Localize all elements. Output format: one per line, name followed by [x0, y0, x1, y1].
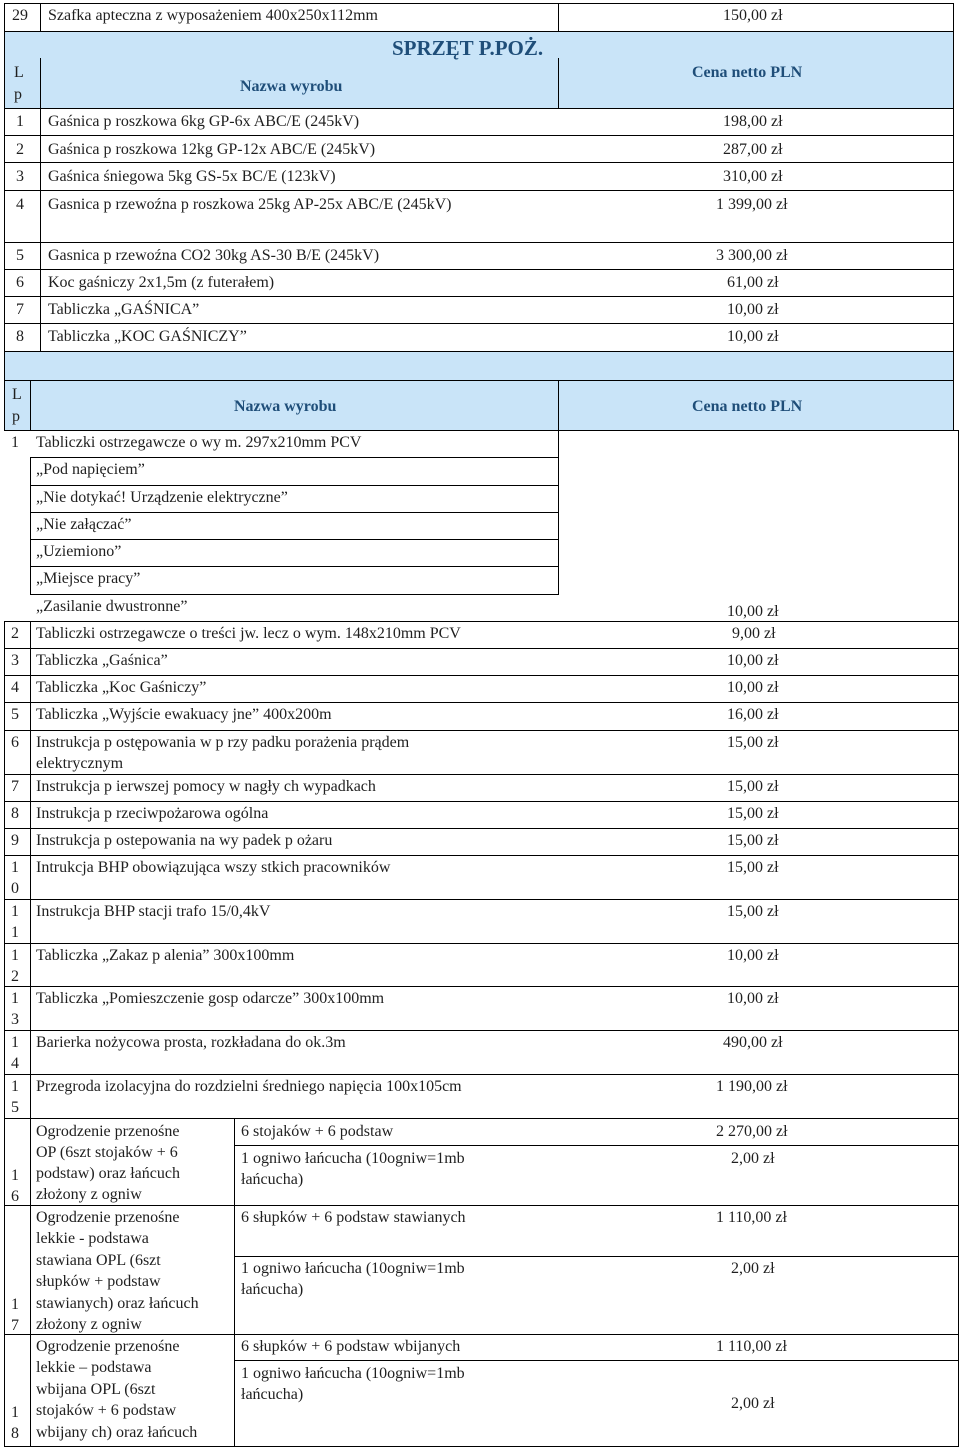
s1-name: Gasnica p rzewoźna CO2 30kg AS-30 B/E (245kV)	[48, 247, 380, 264]
fence-name-line: stawianych) oraz łańcuch	[36, 1295, 199, 1312]
s2-price: 490,00 zł	[723, 1034, 783, 1051]
s2-name: Tabliczka „Gaśnica”	[36, 652, 168, 669]
s2-name: Tabliczka „Koc Gaśniczy”	[36, 679, 207, 696]
section2-header-name: Nazwa wyrobu	[234, 398, 337, 415]
fence-lp: 1	[11, 1167, 19, 1184]
s1-lp: 5	[16, 247, 24, 264]
s1-price: 10,00 zł	[727, 301, 779, 318]
s1-price: 287,00 zł	[723, 141, 783, 158]
s2-lp-cont: 0	[11, 880, 19, 897]
s2-name: Instrukcja p ierwszej pomocy w nagły ch wypadkach	[36, 778, 376, 795]
section1-title: SPRZĘT P.POŻ.	[392, 36, 544, 60]
fence-option-desc: 6 słupków + 6 podstaw stawianych	[241, 1209, 466, 1226]
fence-name-line: OP (6szt stojaków + 6	[36, 1144, 178, 1161]
s2-name: Instrukcja p ostepowania na wy padek p ożaru	[36, 832, 333, 849]
s1-lp: 6	[16, 274, 24, 291]
s2-lp: 1	[11, 859, 19, 876]
fence-option-price: 2,00 zł	[731, 1260, 775, 1277]
s1-price: 3 300,00 zł	[716, 247, 788, 264]
fence-name-line: wbijana OPL (6szt	[36, 1381, 156, 1398]
s1-price: 61,00 zł	[727, 274, 779, 291]
s1-lp: 8	[16, 328, 24, 345]
fence-lp: 1	[11, 1296, 19, 1313]
s2-item1-sub: „Zasilanie dwustronne”	[36, 598, 188, 615]
s2-lp: 1	[11, 990, 19, 1007]
s2-name: Przegroda izolacyjna do rozdzielni średniego napięcia 100x105cm	[36, 1078, 462, 1095]
s2-lp: 9	[11, 832, 19, 849]
s1-name: Gaśnica śniegowa 5kg GS-5x BC/E (123kV)	[48, 168, 336, 185]
fence-name-line: lekkie – podstawa	[36, 1359, 152, 1376]
section2-title-bg	[4, 352, 954, 430]
fence-name-line: złożony z ogniw	[36, 1316, 142, 1333]
s2-lp: 4	[11, 679, 19, 696]
fence-lp-cont: 8	[11, 1425, 19, 1442]
fence-name-line: złożony z ogniw	[36, 1186, 142, 1203]
fence-option-price: 1 110,00 zł	[716, 1209, 787, 1226]
fence-name-line: Ogrodzenie przenośne	[36, 1123, 180, 1140]
s1-price: 1 399,00 zł	[716, 196, 788, 213]
s2-lp-cont: 5	[11, 1099, 19, 1116]
s2-price: 15,00 zł	[727, 859, 779, 876]
s2-price: 9,00 zł	[732, 625, 776, 642]
s2-name: Instrukcja p rzeciwpożarowa ogólna	[36, 805, 269, 822]
s2-lp: 1	[11, 947, 19, 964]
fence-name-line: Ogrodzenie przenośne	[36, 1209, 180, 1226]
fence-name-line: słupków + podstaw	[36, 1273, 161, 1290]
s2-item1-sub: „Nie dotykać! Urządzenie elektryczne”	[36, 489, 288, 506]
top-row-price: 150,00 zł	[723, 7, 783, 24]
s2-lp: 5	[11, 706, 19, 723]
s1-lp: 3	[16, 168, 24, 185]
section1-header-price: Cena netto PLN	[692, 64, 803, 81]
top-row-name: Szafka apteczna z wyposażeniem 400x250x112mm	[48, 7, 378, 24]
s2-item1-sub: „Nie załączać”	[36, 516, 132, 533]
top-row-lp: 29	[12, 7, 28, 24]
fence-option-price: 1 110,00 zł	[716, 1338, 787, 1355]
fence-name-line: stojaków + 6 podstaw	[36, 1402, 177, 1419]
s2-name: Instrukcja p ostępowania w p rzy padku porażenia prądem	[36, 734, 410, 751]
s2-price: 1 190,00 zł	[716, 1078, 788, 1095]
fence-option-desc: łańcucha)	[241, 1171, 304, 1188]
s2-price: 15,00 zł	[727, 805, 779, 822]
s2-lp-cont: 2	[11, 968, 19, 985]
s2-lp: 8	[11, 805, 19, 822]
fence-option-price: 2,00 zł	[731, 1150, 775, 1167]
s2-name: Tabliczki ostrzegawcze o treści jw. lecz o wym. 148x210mm PCV	[36, 625, 461, 642]
section2-header-price: Cena netto PLN	[692, 398, 803, 415]
fence-option-desc: łańcucha)	[241, 1281, 304, 1298]
s1-name: Tabliczka „KOC GAŚNICZY”	[48, 328, 247, 345]
s2-price: 16,00 zł	[727, 706, 779, 723]
fence-option-desc: 6 stojaków + 6 podstaw	[241, 1123, 394, 1140]
section2-header-lp-l: L	[12, 386, 22, 403]
section1-header-name: Nazwa wyrobu	[240, 78, 343, 95]
s2-name: Instrukcja BHP stacji trafo 15/0,4kV	[36, 903, 271, 920]
s2-lp: 6	[11, 734, 19, 751]
fence-option-desc: 1 ogniwo łańcucha (10ogniw=1mb	[241, 1150, 465, 1167]
s2-name-cont: elektrycznym	[36, 755, 124, 772]
s2-price: 10,00 zł	[727, 652, 779, 669]
fence-lp: 1	[11, 1404, 19, 1421]
s2-lp: 2	[11, 625, 19, 642]
s2-name: Tabliczka „Zakaz p alenia” 300x100mm	[36, 947, 295, 964]
s2-name: Tabliczka „Wyjście ewakuacy jne” 400x200m	[36, 706, 332, 723]
s2-item1-sub: „Pod napięciem”	[36, 461, 145, 478]
fence-lp-cont: 7	[11, 1317, 19, 1334]
s2-lp: 1	[11, 1078, 19, 1095]
s2-item1-sub: „Uziemiono”	[36, 543, 122, 560]
s2-lp: 1	[11, 903, 19, 920]
fence-option-desc: 1 ogniwo łańcucha (10ogniw=1mb	[241, 1365, 465, 1382]
s1-price: 310,00 zł	[723, 168, 783, 185]
s2-name: Tabliczka „Pomieszczenie gosp odarcze” 300x100mm	[36, 990, 385, 1007]
fence-name-line: Ogrodzenie przenośne	[36, 1338, 180, 1355]
s2-price: 15,00 zł	[727, 903, 779, 920]
fence-option-price: 2,00 zł	[731, 1395, 775, 1412]
s2-lp-cont: 3	[11, 1011, 19, 1028]
s2-item1-price: 10,00 zł	[727, 603, 779, 620]
s2-lp: 1	[11, 1034, 19, 1051]
s1-name: Gaśnica p roszkowa 12kg GP-12x ABC/E (245kV)	[48, 141, 376, 158]
s1-lp: 7	[16, 301, 24, 318]
s2-price: 15,00 zł	[727, 778, 779, 795]
s2-item1-sub: „Miejsce pracy”	[36, 570, 141, 587]
s1-name: Koc gaśniczy 2x1,5m (z futerałem)	[48, 274, 275, 291]
s1-lp: 2	[16, 141, 24, 158]
s2-price: 10,00 zł	[727, 990, 779, 1007]
fence-name-line: wbijany ch) oraz łańcuch	[36, 1424, 198, 1441]
fence-name-line: podstaw) oraz łańcuch	[36, 1165, 180, 1182]
fence-name-line: stawiana OPL (6szt	[36, 1252, 161, 1269]
s2-lp: 3	[11, 652, 19, 669]
fence-option-price: 2 270,00 zł	[716, 1123, 788, 1140]
s1-price: 10,00 zł	[727, 328, 779, 345]
s2-price: 15,00 zł	[727, 832, 779, 849]
fence-option-desc: 1 ogniwo łańcucha (10ogniw=1mb	[241, 1260, 465, 1277]
s2-price: 10,00 zł	[727, 679, 779, 696]
s1-name: Tabliczka „GAŚNICA”	[48, 301, 200, 318]
fence-option-desc: łańcucha)	[241, 1386, 304, 1403]
section2-header-lp-p: p	[12, 408, 20, 425]
s2-price: 15,00 zł	[727, 734, 779, 751]
fence-name-line: lekkie - podstawa	[36, 1230, 149, 1247]
s2-name: Intrukcja BHP obowiązująca wszy stkich pracowników	[36, 859, 391, 876]
s2-lp: 7	[11, 778, 19, 795]
s1-name: Gaśnica p roszkowa 6kg GP-6x ABC/E (245kV)	[48, 113, 360, 130]
s1-lp: 1	[16, 113, 24, 130]
s2-item1-lp: 1	[11, 434, 19, 451]
s1-price: 198,00 zł	[723, 113, 783, 130]
s2-lp-cont: 1	[11, 924, 19, 941]
s2-price: 10,00 zł	[727, 947, 779, 964]
fence-option-desc: 6 słupków + 6 podstaw wbijanych	[241, 1338, 461, 1355]
s1-name: Gasnica p rzewoźna p roszkowa 25kg AP-25x ABC/E (245kV)	[48, 196, 452, 213]
s2-lp-cont: 4	[11, 1055, 19, 1072]
s1-lp: 4	[16, 196, 24, 213]
section1-header-lp-l: L	[14, 64, 24, 81]
fence-lp-cont: 6	[11, 1188, 19, 1205]
s2-item1-name: Tabliczki ostrzegawcze o wy m. 297x210mm PCV	[36, 434, 362, 451]
s2-name: Barierka nożycowa prosta, rozkładana do ok.3m	[36, 1034, 346, 1051]
section1-header-lp-p: p	[14, 86, 22, 103]
